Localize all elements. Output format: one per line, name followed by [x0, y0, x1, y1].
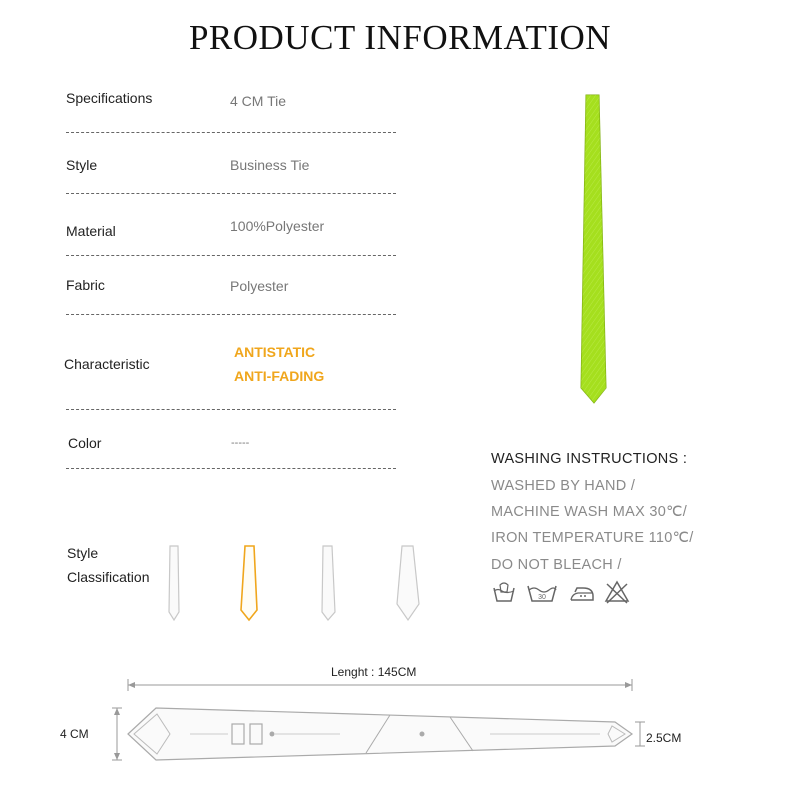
spec-label-characteristic: Characteristic [64, 356, 150, 372]
wide-width-label: 4 CM [60, 727, 89, 741]
washing-item-machine: MACHINE WASH MAX 30℃/ [491, 504, 688, 520]
spec-value-style: Business Tie [230, 157, 310, 173]
wide-tie-option [397, 546, 419, 620]
spec-label-material: Material [66, 223, 116, 239]
svg-text:30: 30 [538, 594, 546, 601]
style-classification-label-line2: Classification [67, 569, 150, 585]
hand-wash-icon [492, 580, 516, 604]
spec-value-anti-fading: ANTI-FADING [234, 368, 325, 384]
washing-item-iron: IRON TEMPERATURE 110℃/ [491, 530, 694, 546]
spec-value-fabric: Polyester [230, 278, 289, 294]
row-divider [66, 193, 396, 194]
do-not-bleach-icon [604, 580, 630, 604]
washing-item-hand: WASHED BY HAND / [491, 478, 636, 494]
washing-heading: WASHING INSTRUCTIONS : [491, 451, 688, 467]
spec-value-antistatic: ANTISTATIC [234, 344, 316, 360]
style-classification-ties [160, 540, 460, 625]
spec-value-color: ----- [231, 437, 250, 449]
spec-label-specifications: Specifications [66, 90, 153, 106]
tie-dimension-diagram [100, 670, 660, 770]
row-divider [66, 468, 396, 469]
skinny-tie-option-selected [241, 546, 257, 620]
row-divider [66, 409, 396, 410]
row-divider [66, 255, 396, 256]
spec-label-style: Style [66, 157, 98, 173]
page-title: PRODUCT INFORMATION [188, 18, 612, 57]
skinny-tie-option-1 [169, 546, 179, 620]
length-label: Lenght : 145CM [331, 665, 417, 679]
row-divider [66, 132, 396, 133]
standard-tie-option [322, 546, 335, 620]
narrow-width-label: 2.5CM [646, 731, 682, 745]
spec-label-fabric: Fabric [66, 277, 105, 293]
spec-label-color: Color [68, 435, 102, 451]
row-divider [66, 314, 396, 315]
style-classification-label-line1: Style [67, 545, 99, 561]
iron-icon [568, 583, 596, 603]
washing-item-bleach: DO NOT BLEACH / [491, 557, 622, 573]
green-tie-image [560, 90, 630, 410]
machine-wash-30-icon [526, 580, 558, 604]
spec-value-material: 100%Polyester [230, 218, 325, 234]
spec-value-specifications: 4 CM Tie [230, 93, 287, 109]
